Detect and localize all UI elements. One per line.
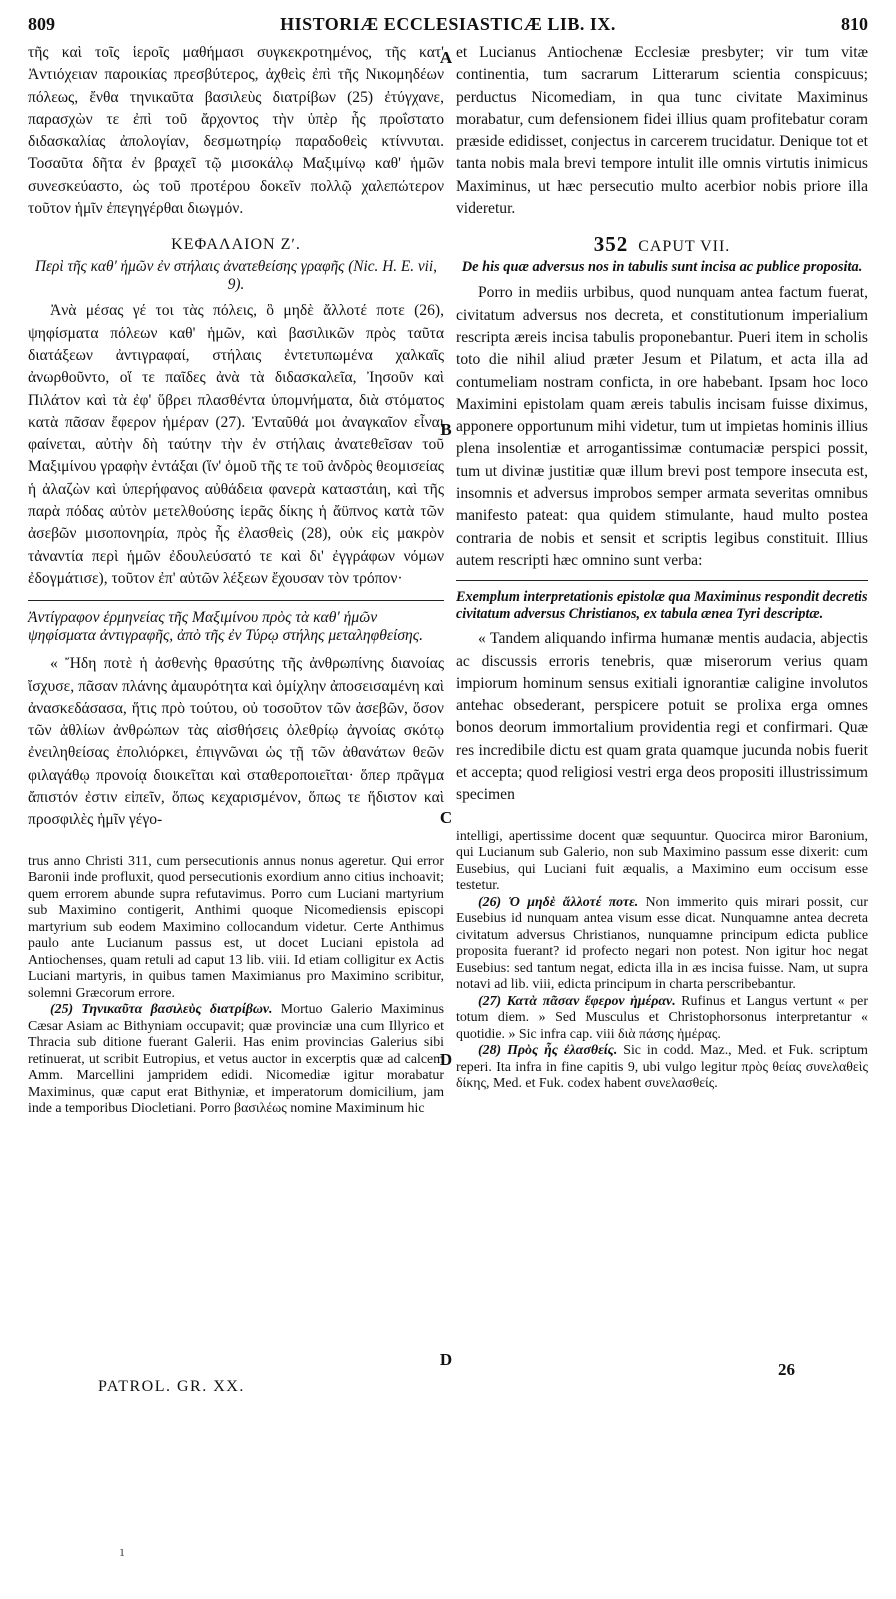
note-27-lemma: (27) Κατὰ πᾶσαν ἔφερον ἡμέραν. — [478, 993, 676, 1009]
marker-c: C — [439, 808, 453, 827]
stray-mark: ı — [120, 1545, 125, 1560]
note-27-text: Rufinus et Langus vertunt « per totum diem. » Sed Musculus et Christophorsonus interpretantur « quotidie. » Sic infra cap. viii διὰ πάσης ἡμέρας. — [456, 993, 868, 1042]
running-header — [28, 14, 868, 38]
note-continued-right: intelligi, apertissime docent quæ sequuntur. Quocirca miror Baronium, qui Lucianum sub Galerio, non sub Maximino passum esse dixerit: cum Eusebius, qui Luciani fuit æqualis, a Maximino eum occisum esse testetur. — [456, 828, 868, 894]
right-page-number: 810 — [841, 14, 868, 34]
note-28-lemma: (28) Πρὸς ἧς ἐλασθείς. — [478, 1043, 618, 1059]
latin-paragraph-1: et Lucianus Antiochenæ Ecclesiæ presbyter; vir tum vitæ continentia, tum sacrarum Litterarum scientia conspicuus; perductus Nicomediam, in qua tunc civitate Maximinus morabatur, cum defensionem fidei illius quam profitebatur coram præside edidisset, conjectus in carcerem trucidatur. Denique tot et tanta nobis mala brevi tempore intulit ille omnis virtutis inimicus Maximinus, ut hæc persecutio multo acerbior nobis priore illa videretur. — [456, 44, 868, 218]
marker-d-lower: D — [439, 1350, 453, 1369]
greek-paragraph-1: τῆς καὶ τοῖς ἱεροῖς μαθήμασι συγκεκροτημένος, τῆς κατ' Ἀντιόχειαν παροικίας πρεσβύτερος, ἀχθεὶς ἐπὶ τῆς Νικομηδέων πόλεως, ἔνθα τηνικαῦτα βασιλεὺς διατρίβων (25) ἐτύγχανε, παρασχὼν τε ἐπὶ τοῦ ἄρχοντος τὴν ὑπὲρ ἧς προΐστατο διδασκαλίας ἀπολογίαν, δεσμωτηρίῳ παραδοθεὶς κτίννυται. Τοσαῦτα δῆτα ἐν βραχεῖ τῷ μισοκάλῳ Μαξιμίνῳ καθ' ἡμῶν συνεσκεύαστο, ὡς τοῦ προτέρου δοκεῖν πολλῷ χαλεπώτερον τοῦτον ἡμῖν ἐπεγηγέρθαι διωγμόν. — [28, 44, 444, 218]
footer-volume: PATROL. GR. XX. — [98, 1378, 245, 1395]
latin-divider — [456, 580, 868, 581]
marker-a: A — [439, 48, 453, 67]
note-27 — [456, 994, 868, 1044]
greek-paragraph-3: « Ἤδη ποτὲ ἡ ἀσθενὴς θρασύτης τῆς ἀνθρωπίνης διανοίας ἴσχυσε, πᾶσαν πλάνης ἀμαυρότητα καὶ ὁμίχλην ἀποσεισαμένη καὶ ἀνασκεδάσασα, ἥτις πρὸ τούτου, οὐ τοσοῦτον τῶν ἀσεβῶν, ὅσον τῶν ἀθλίων ἀνθρώπων τὰς αἰσθήσεις ὀλεθρίῳ ἀγνοίας σκότῳ ἐνειληθείσας ἐπολιόρκει, ἐπιγνῶναι ὡς τῇ τῶν ἀθανάτων θεῶν φιλαγάθῳ προνοίᾳ διοικεῖται καὶ σταθεροποιεῖται· ὅπερ πρᾶγμα ἄπιστόν ἐστιν εἰπεῖν, ὅπως κεχαρισμένον, ὅπως τε ἥδιστον καὶ προσφιλὲς ἡμῖν γέγο- — [28, 655, 444, 829]
marker-b: B — [440, 420, 452, 439]
running-title: HISTORIÆ ECCLESIASTICÆ LIB. IX. — [280, 14, 616, 34]
note-25-lemma: (25) Τηνικαῦτα βασιλεὺς διατρίβων. — [50, 1002, 273, 1018]
latin-paragraph-3: « Tandem aliquando infirma humanæ mentis audacia, abjectis ac discussis erroris tenebris, quæ miserorum verius quam impiorum hominum sensus exitiali ignorantiæ caligine involutos antehac obsederant, perspicere potuit se prolixa erga omnes bonos deorum immortalium providentia regi et confirmari. Quæ res incredibile dictu est quam grata quamque jucunda nobis fuerit et accepta; quod religiosi vestri erga deos propositi illustrissimum specimen — [456, 630, 868, 804]
note-28-text: Sic in codd. Maz., Med. et Fuk. scriptum reperi. Ita infra in fine capitis 9, ubi vulgo legitur πρὸς θείας συνελαθεὶς δίκης, Med. et Fuk. codex habent συνελασθείς. — [456, 1043, 868, 1092]
greek-chapter-heading: ΚΕΦΑΛΑΙΟΝ Ζʹ. — [171, 236, 301, 254]
note-25-text: Mortuo Galerio Maximinus Cæsar Asiam ac Bithyniam occupavit; quæ provinciæ una cum Illyrico et Thracia sub ditione fuerant Galerii. Has enim provincias Galerius sibi retinuerat, ut scribit Eutropius, et vetus auctor in excerptis quæ ad calcem Amm. Marcellini jampridem edidi. Nicomediæ igitur morabatur Maximinus, quæ caput erat Bithyniæ, et imperatorum domicilium, jam inde a temporibus Diocletiani. Porro βασιλέως nomine Maximinum hic — [28, 1002, 444, 1117]
latin-column — [456, 42, 868, 1093]
latin-chapter-heading — [456, 232, 868, 257]
greek-column — [28, 42, 444, 1118]
greek-paragraph-2: Ἀνὰ μέσας γέ τοι τὰς πόλεις, ὃ μηδὲ ἄλλοτέ ποτε (26), ψηφίσματα πόλεων καθ' ἡμῶν, καὶ βασιλικῶν πρὸς ταῦτα διατάξεων ἀντιγραφαί, στήλαις ἐντετυπωμένα χαλκαῖς ἀνωρθοῦντο, οἵ τε παῖδες ἀνὰ τὰ διδασκαλεῖα, Ἰησοῦν καὶ Πιλάτον καὶ τὰ ἐφ' ὕβρει πλασθέντα ὑπομνήματα, διὰ στόματος κατὰ πᾶσαν ἔφερον ἡμέραν (27). Ἐνταῦθά μοι ἀναγκαῖον εἶναι φαίνεται, αὐτὴν δὴ ταύτην τὴν ἐν στήλαις ἀνατεθεῖσαν τοῦ Μαξιμίνου γραφὴν ἐντάξαι (ἵν' ὁμοῦ τῆς τε τοῦ ἀνδρὸς θεομισείας ἡ ἀλαζὼν καὶ ὑπερήφανος αὐθάδεια φανερὰ καταστάιη, καὶ τῆς παρὰ πόδας αὐτὸν μετελθούσης ἱερᾶς δίκης ἡ ἄϋπνος κατὰ τῶν ἀσεβῶν μισοπονηρία, πρὸς ἧς ἐλασθεὶς (28), οὐκ εἰς μακρὸν τἀναντία περὶ ἡμῶν ἐδουλεύσατό τε καὶ δι' ἐγγράφων νόμων ἐδογμάτισε), τοῦτον ἐπ' αὐτῶν λέξεων ἔχουσαν τὸν τρόπον· — [28, 302, 444, 587]
note-26 — [456, 895, 868, 994]
marker-d: D — [439, 1050, 453, 1069]
latin-paragraph-2: Porro in mediis urbibus, quod nunquam antea factum fuerat, civitatum adversus nos decreta, et constitutionum imperialium rescripta æreis incisa tabulis proponebantur. Pueri item in scholis toto die nihil aliud præter Jesum et Pilatum, et acta illa ad contumeliam nostram conficta, in ore habebant. Ipsam hoc loco Maximini epistolam quam æreis tabulis incisam fuisse diximus, apponere opportunum mihi videtur, tum ut impietas hominis illius plena insolentiæ et arrogantissimæ contumaciæ perspici possit, tum ut divinæ justitiæ quæ illum brevi post tempore insecuta est, insomnis et adversus improbos semper armata severitas omnibus manifesto pateat: qua quidem stimulante, haud multo postea contraria de nobis et sensit et scriptis legibus constituit. Illius autem rescripti hæc omnino sunt verba: — [456, 284, 868, 569]
column-number: 352 — [593, 232, 629, 257]
greek-chapter-subtitle: Περὶ τῆς καθ' ἡμῶν ἐν στήλαις ἀνατεθείσης γραφῆς (Nic. H. E. vii, 9). — [34, 258, 437, 294]
greek-rescript-heading: Ἀντίγραφον ἑρμηνείας τῆς Μαξιμίνου πρὸς τὰ καθ' ἡμῶν ψηφίσματα ἀντιγραφῆς, ἀπὸ τῆς ἐν Τύρῳ στήλης μεταληφθείσης. — [28, 609, 423, 645]
note-26-lemma: (26) Ὁ μηδὲ ἄλλοτέ ποτε. — [478, 894, 639, 910]
note-28 — [456, 1043, 868, 1093]
note-26-text: Non immerito quis mirari possit, cur Eusebius id nunquam antea visum esse dicat. Nunquamne antea decreta civitatum adversus Christianos, nunquamne principum edicta publice proposita fuerant? id profecto negari non potest. Non igitur hoc negat Eusebius: sed tantum negat, edicta illa in æs incisa fuisse. Nam, ut supra notavi ad lib. viii, edicta principum in charta perscribebantur. — [456, 894, 868, 993]
latin-chapter-title: CAPUT VII. — [638, 238, 731, 256]
note-25 — [28, 1002, 444, 1118]
note-continued-left: trus anno Christi 311, cum persecutionis annus nonus ageretur. Qui error Baronii inde profluxit, quod persecutionis exordium anno citius inchoavit; quem errorem abunde supra refutavimus. Porro cum Luciani martyrium sub Maximino contigerit, Anthimi quoque Nicomediensis episcopi martyrium sub eodem Maximino collocandum videtur. Certe Anthimus paulo ante Lucianum passus est, ut docet Luciani epistola ad Antiochenses, quam retuli ad caput 13 lib. viii. Id etiam colligitur ex Actis Luciani martyris, in quibus tamen Maximianus pro Maximino scribitur, solemni Græcorum errore. — [28, 853, 444, 1001]
latin-chapter-subtitle: De his quæ adversus nos in tabulis sunt incisa ac publice proposita. — [461, 259, 863, 276]
latin-rescript-heading: Exemplum interpretationis epistolæ qua Maximinus respondit decretis civitatum adversus Christianos, ex tabula ænea Tyri descriptæ. — [456, 589, 868, 622]
left-page-number: 809 — [28, 14, 55, 34]
footer-signature: 26 — [778, 1360, 795, 1379]
greek-divider — [28, 600, 444, 601]
